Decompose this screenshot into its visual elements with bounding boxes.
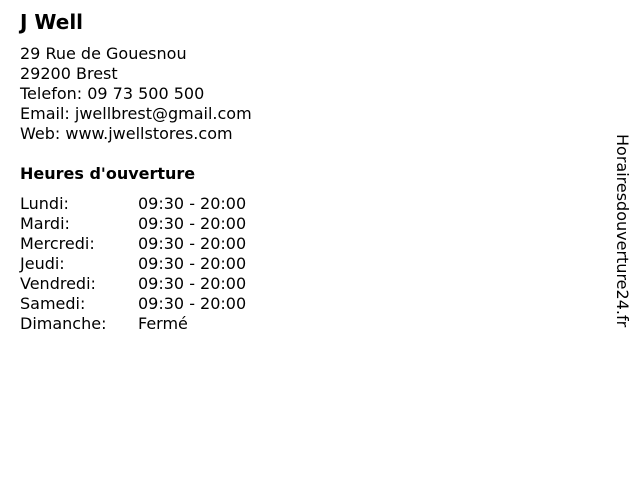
site-watermark: Horairesdouverture24.fr (613, 134, 632, 328)
day-label: Vendredi: (20, 274, 96, 293)
time-range: Fermé (138, 314, 188, 333)
hours-row-tuesday (20, 214, 246, 234)
hours-row-thursday (20, 254, 246, 274)
phone-number: Telefon: 09 73 500 500 (20, 84, 205, 103)
street-address: 29 Rue de Gouesnou (20, 44, 187, 63)
hours-row-sunday (20, 314, 246, 334)
time-range: 09:30 - 20:00 (138, 194, 247, 213)
day-label: Mardi: (20, 214, 70, 233)
contact-info (20, 44, 252, 144)
day-label: Samedi: (20, 294, 86, 313)
time-range: 09:30 - 20:00 (138, 294, 247, 313)
hours-row-friday (20, 274, 246, 294)
time-range: 09:30 - 20:00 (138, 214, 247, 233)
opening-hours-heading: Heures d'ouverture (20, 164, 196, 183)
opening-hours-table (20, 194, 246, 334)
day-label: Dimanche: (20, 314, 107, 333)
time-range: 09:30 - 20:00 (138, 234, 247, 253)
time-range: 09:30 - 20:00 (138, 254, 247, 273)
hours-row-wednesday (20, 234, 246, 254)
day-label: Mercredi: (20, 234, 95, 253)
hours-row-monday (20, 194, 246, 214)
postal-city: 29200 Brest (20, 64, 118, 83)
hours-row-saturday (20, 294, 246, 314)
day-label: Lundi: (20, 194, 69, 213)
website: Web: www.jwellstores.com (20, 124, 233, 143)
day-label: Jeudi: (20, 254, 65, 273)
store-name: J Well (20, 10, 84, 34)
email-address: Email: jwellbrest@gmail.com (20, 104, 252, 123)
time-range: 09:30 - 20:00 (138, 274, 247, 293)
